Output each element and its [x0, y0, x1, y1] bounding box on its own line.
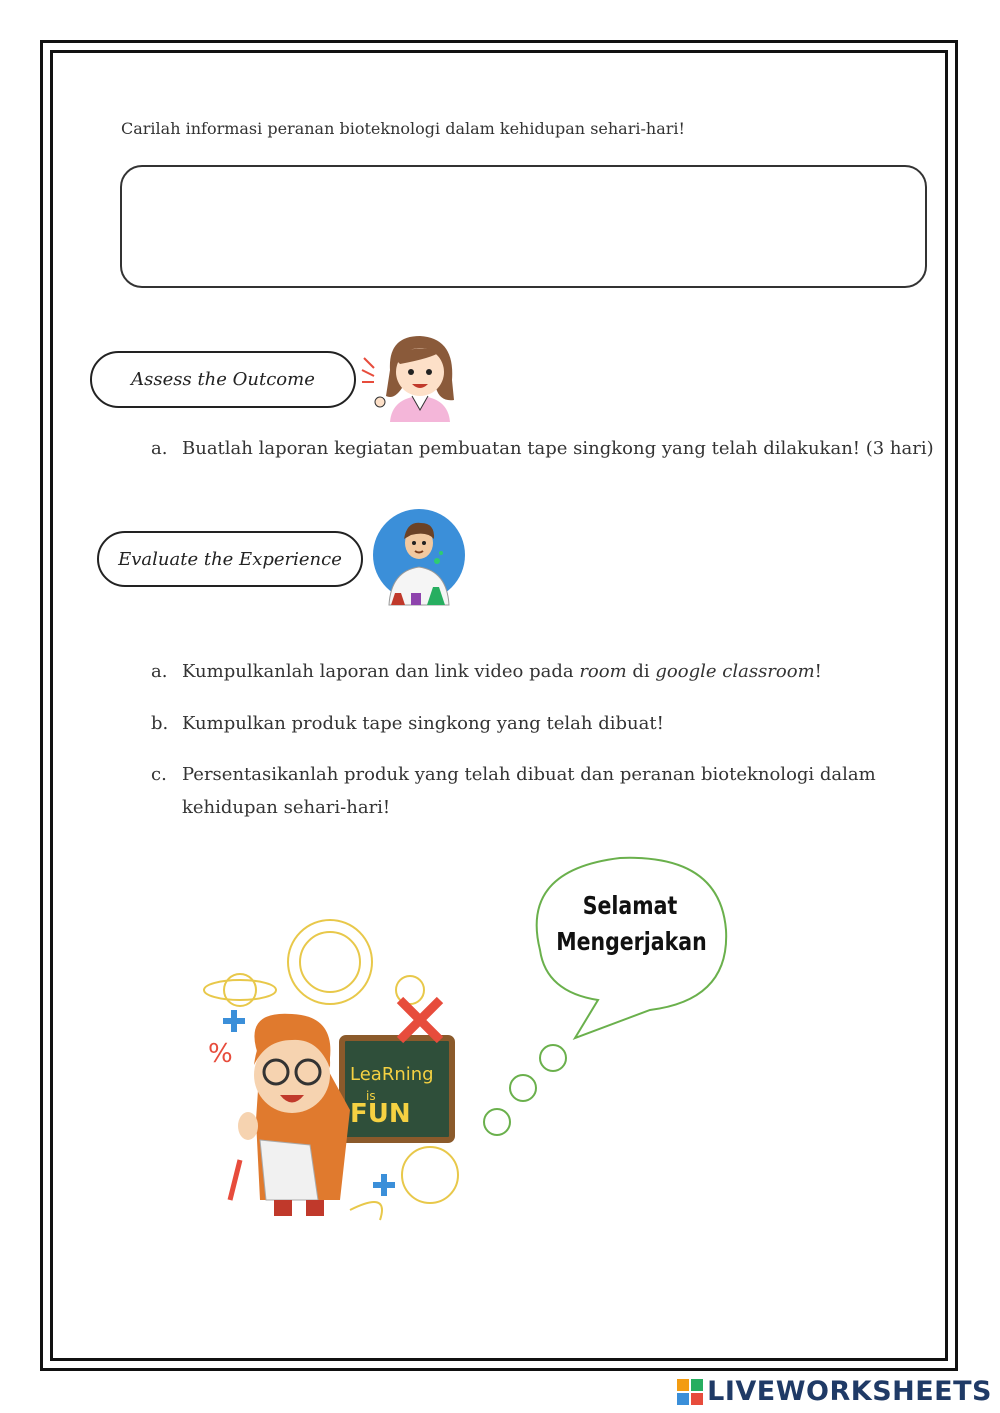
- answer-text-box[interactable]: [120, 165, 927, 288]
- evaluate-item-a: [151, 661, 822, 682]
- thought-line1: Selamat: [582, 891, 678, 920]
- instruction-text: Carilah informasi peranan bioteknologi dalam kehidupan sehari-hari!: [121, 119, 685, 138]
- evaluate-section-title: Evaluate the Experience: [97, 531, 363, 587]
- teacher-girl-illustration: [360, 330, 460, 422]
- evaluate-item-a-text: [182, 661, 822, 682]
- chalkboard-line1: LeaRning: [350, 1064, 434, 1085]
- logo-text: LIVEWORKSHEETS: [707, 1376, 992, 1407]
- percent-symbol: %: [208, 1039, 233, 1069]
- list-marker: b.: [151, 713, 169, 734]
- chalkboard-line3: FUN: [350, 1099, 411, 1129]
- list-marker: a.: [151, 438, 168, 459]
- thought-line2: Mengerjakan: [556, 927, 707, 956]
- liveworksheets-logo-icon: [677, 1379, 703, 1405]
- evaluate-item-c-line2: kehidupan sehari-hari!: [182, 797, 391, 818]
- chalkboard-line2: is: [366, 1089, 376, 1103]
- google-classroom-term: google classroom: [655, 661, 815, 682]
- assess-item-a: [151, 438, 934, 459]
- assess-item-a-text: Buatlah laporan kegiatan pembuatan tape singkong yang telah dilakukan! (3 hari): [182, 438, 934, 459]
- list-marker: a.: [151, 661, 168, 682]
- text-segment: di: [626, 661, 656, 682]
- text-segment: !: [814, 661, 822, 682]
- evaluate-item-b: [151, 713, 664, 734]
- scientist-illustration: [371, 509, 467, 609]
- evaluate-item-c-line1: Persentasikanlah produk yang telah dibuat dan peranan bioteknologi dalam: [182, 764, 876, 785]
- evaluate-item-c-text: [182, 764, 876, 818]
- evaluate-item-b-text: Kumpulkan produk tape singkong yang telah dibuat!: [182, 713, 664, 734]
- room-term: room: [579, 661, 627, 682]
- thought-bubble-text: [556, 888, 707, 960]
- liveworksheets-logo: [677, 1376, 992, 1407]
- list-marker: c.: [151, 764, 167, 785]
- text-segment: Kumpulkanlah laporan dan link video pada: [182, 661, 580, 682]
- learning-fun-illustration: [200, 900, 480, 1235]
- assess-section-title: Assess the Outcome: [90, 351, 356, 408]
- evaluate-item-c: [151, 764, 876, 818]
